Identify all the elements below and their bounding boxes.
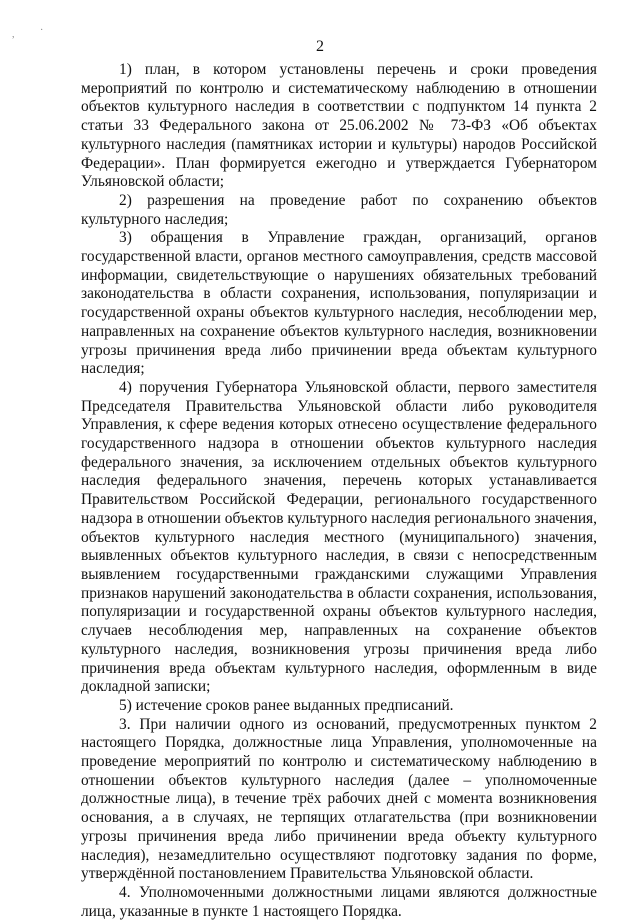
paragraph-item-2: 2) разрешения на проведение работ по сохранению объектов культурного наследия;: [81, 191, 597, 228]
paragraph-item-3: 3) обращения в Управление граждан, организаций, органов государственной власти, органов местного самоуправления, средств массовой информации, свидетельствующие о нарушениях обязательных требований законодательства в области сохранения, использования, популяризации и государственной охраны объектов культурного наследия, несоблюдении мер, направленных на сохранение объектов культурного наследия, возникновении угрозы причинения вреда либо причинении вреда объектам культурного наследия;: [81, 229, 597, 378]
page-number: 2: [316, 38, 324, 55]
paragraph-clause-3: 3. При наличии одного из оснований, предусмотренных пунктом 2 настоящего Порядка, должностные лица Управления, уполномоченные на проведение мероприятий по контролю и систематическому наблюдению в отношении объектов культурного наследия (далее – уполномоченные должностные лица), в течение трёх рабочих дней с момента возникновения основания, а в случаях, не терпящих отлагательства (при возникновении угрозы причинения вреда либо причинении вреда объекту культурного наследия), незамедлительно осуществляют подготовку задания по форме, утверждённой постановлением Правительства Ульяновской области.: [81, 715, 597, 883]
paragraph-item-4: 4) поручения Губернатора Ульяновской области, первого заместителя Председателя Правительства Ульяновской области либо руководителя Управления, к сфере ведения которых отнесено осуществление федерального государственного надзора в отношении объектов культурного наследия федерального значения, за исключением отдельных объектов культурного наследия федерального значения, перечень которых устанавливается Правительством Российской Федерации, регионального государственного надзора в отношении объектов культурного наследия регионального значения, объектов культурного наследия местного (муниципального) значения, выявленных объектов культурного наследия, в связи с непосредственным выявлением государственными гражданскими служащими Управления признаков нарушений законодательства в области сохранения, использования, популяризации и государственной охраны объектов культурного наследия, случаев несоблюдения мер, направленных на сохранение объектов культурного наследия, возникновения угрозы причинения вреда либо причинения вреда объектам культурного наследия, оформленным в виде докладной записки;: [81, 378, 597, 696]
paragraph-item-5: 5) истечение сроков ранее выданных предписаний.: [119, 696, 454, 714]
scan-speck: ·: [40, 25, 44, 36]
scan-speck: ,: [12, 29, 15, 40]
document-body: [81, 61, 597, 921]
paragraph-item-1: 1) план, в котором установлены перечень и сроки проведения мероприятий по контролю и систематическому наблюдению в отношении объектов культурного наследия в соответствии с подпунктом 14 пункта 2 статьи 33 Федерального закона от 25.06.2002 № 73-ФЗ «Об объектах культурного наследия (памятниках истории и культуры) народов Российской Федерации». План формируется ежегодно и утверждается Губернатором Ульяновской области;: [81, 61, 597, 191]
paragraph-clause-4: 4. Уполномоченными должностными лицами являются должностные лица, указанные в пункте 1 настоящего Порядка.: [81, 883, 597, 920]
